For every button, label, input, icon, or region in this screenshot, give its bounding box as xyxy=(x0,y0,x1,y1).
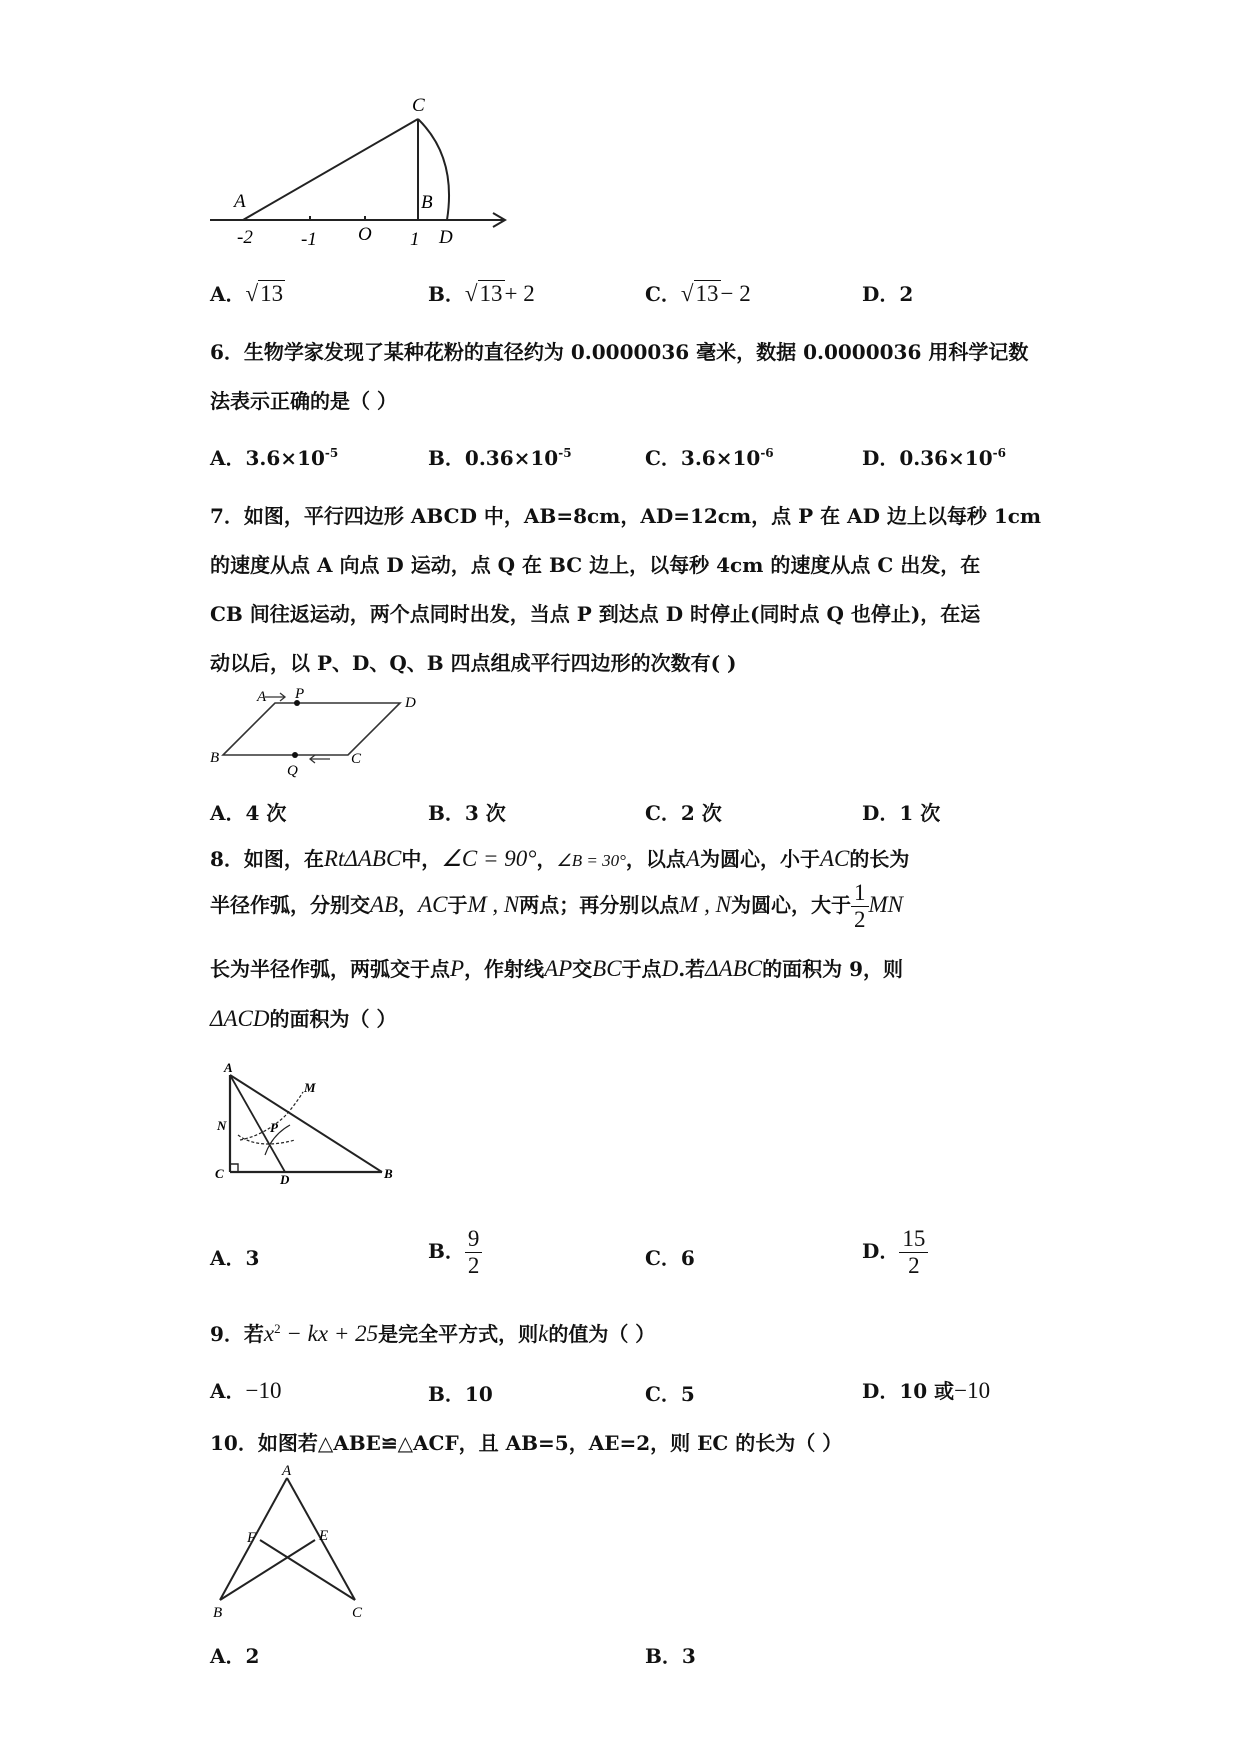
tick-label: -2 xyxy=(237,227,253,248)
origin-label: O xyxy=(358,224,372,245)
option-b[interactable]: B． $\frac{9}{2}$ xyxy=(428,1226,482,1279)
option-c[interactable]: C．6 xyxy=(645,1246,695,1270)
question-9-text: 9．若$x^2$ − kx + 25是完全平方式，则k的值为（ ） xyxy=(210,1321,656,1346)
option-a[interactable]: A．√13 xyxy=(210,281,284,306)
point-b-label: B xyxy=(421,192,433,213)
question-7-text: 7．如图，平行四边形 ABCD 中，AB=8cm，AD=12cm，点 P 在 AD 边上以每秒 1cm xyxy=(210,504,1042,528)
sqrt-expression: √13 xyxy=(680,281,719,306)
point-q-label: Q xyxy=(287,763,298,779)
option-d[interactable]: D．1 次 xyxy=(862,801,941,825)
point-b-label: B xyxy=(210,750,220,766)
point-d-label: D xyxy=(405,695,416,711)
point-c-label: C xyxy=(351,751,362,767)
option-c[interactable]: C．2 次 xyxy=(645,801,722,825)
point-d-label: D xyxy=(280,1172,290,1185)
option-b[interactable]: B．$0.36\times 10^{-5}$ xyxy=(428,446,572,470)
question-7-text: 的速度从点 A 向点 D 运动，点 Q 在 BC 边上，以每秒 4cm 的速度从点 C 出发，在 xyxy=(210,553,981,577)
point-d-label: D xyxy=(439,227,453,248)
question-7-text: CB 间往返运动，两个点同时出发，当点 P 到达点 D 时停止(同时点 Q 也停止)，在运 xyxy=(210,602,981,626)
number-line-figure xyxy=(205,95,515,255)
question-8-text: ΔACD的面积为（ ） xyxy=(210,1006,397,1031)
option-d[interactable]: D． $\frac{15}{2}$ xyxy=(862,1226,928,1279)
point-c-label: C xyxy=(215,1166,224,1181)
sqrt-expression: √13 xyxy=(245,281,284,306)
point-a-label: A xyxy=(234,191,246,212)
option-a[interactable]: A．$3.6\times 10^{-5}$ xyxy=(210,446,339,470)
option-a[interactable]: A．2 xyxy=(210,1644,260,1668)
point-p-label: P xyxy=(270,1120,278,1135)
tick-label: -1 xyxy=(301,229,317,250)
fraction: $\frac{1}{2}$ xyxy=(851,880,869,933)
fraction: $\frac{15}{2}$ xyxy=(899,1226,928,1279)
option-a[interactable]: A．−10 xyxy=(210,1378,282,1403)
option-a[interactable]: A．4 次 xyxy=(210,801,287,825)
point-e-label: E xyxy=(319,1528,329,1544)
point-p-label: P xyxy=(295,686,305,702)
option-d[interactable]: D．10 或−10 xyxy=(862,1378,991,1403)
option-b[interactable]: B．3 xyxy=(645,1644,696,1668)
point-f-label: F xyxy=(247,1530,257,1546)
question-8-text: 8．如图，在RtΔABC中，∠C = 90°，∠B = 30°，以点A为圆心，小于AC的长为 xyxy=(210,846,910,871)
question-8-text: 半径作弧，分别交AB，AC于M , N两点；再分别以点M , N为圆心，大于 $\frac{1}{2}$ MN xyxy=(210,880,903,932)
question-10-text: 10．如图若△ABE≌△ACF，且 AB=5，AE=2，则 EC 的长为（ ） xyxy=(210,1431,843,1455)
question-8-text: 长为半径作弧，两弧交于点P，作射线AP交BC于点D.若ΔABC的面积为 9，则 xyxy=(210,956,903,981)
parallelogram-figure xyxy=(205,685,435,785)
option-d[interactable]: D．2 xyxy=(862,282,914,306)
point-n-label: N xyxy=(217,1118,227,1133)
option-b[interactable]: B．√13+ 2 xyxy=(428,281,535,306)
point-a-label: A xyxy=(282,1463,292,1479)
fraction: $\frac{9}{2}$ xyxy=(465,1226,483,1279)
point-a-label: A xyxy=(257,689,267,705)
question-7-text: 动以后，以 P、D、Q、B 四点组成平行四边形的次数有( ) xyxy=(210,651,737,675)
right-triangle-figure xyxy=(210,1060,400,1185)
congruent-triangles-figure xyxy=(205,1460,375,1620)
option-d[interactable]: D．$0.36\times 10^{-6}$ xyxy=(862,446,1006,470)
point-b-label: B xyxy=(384,1166,393,1181)
point-a-label: A xyxy=(224,1060,233,1075)
option-c[interactable]: C．5 xyxy=(645,1382,695,1406)
option-b[interactable]: B．3 次 xyxy=(428,801,506,825)
option-c[interactable]: C．√13− 2 xyxy=(645,281,751,306)
tick-label: 1 xyxy=(410,229,420,250)
question-6-text: 法表示正确的是（ ） xyxy=(210,389,397,413)
option-a[interactable]: A．3 xyxy=(210,1246,260,1270)
sqrt-expression: √13 xyxy=(464,281,503,306)
point-m-label: M xyxy=(304,1080,316,1095)
point-c-label: C xyxy=(412,95,425,116)
point-c-label: C xyxy=(352,1605,363,1620)
option-c[interactable]: C．$3.6\times 10^{-6}$ xyxy=(645,446,774,470)
point-b-label: B xyxy=(213,1605,223,1620)
question-6-text: 6．生物学家发现了某种花粉的直径约为 0.0000036 毫米，数据 0.0000036 用科学记数 xyxy=(210,340,1029,364)
option-b[interactable]: B．10 xyxy=(428,1382,493,1406)
